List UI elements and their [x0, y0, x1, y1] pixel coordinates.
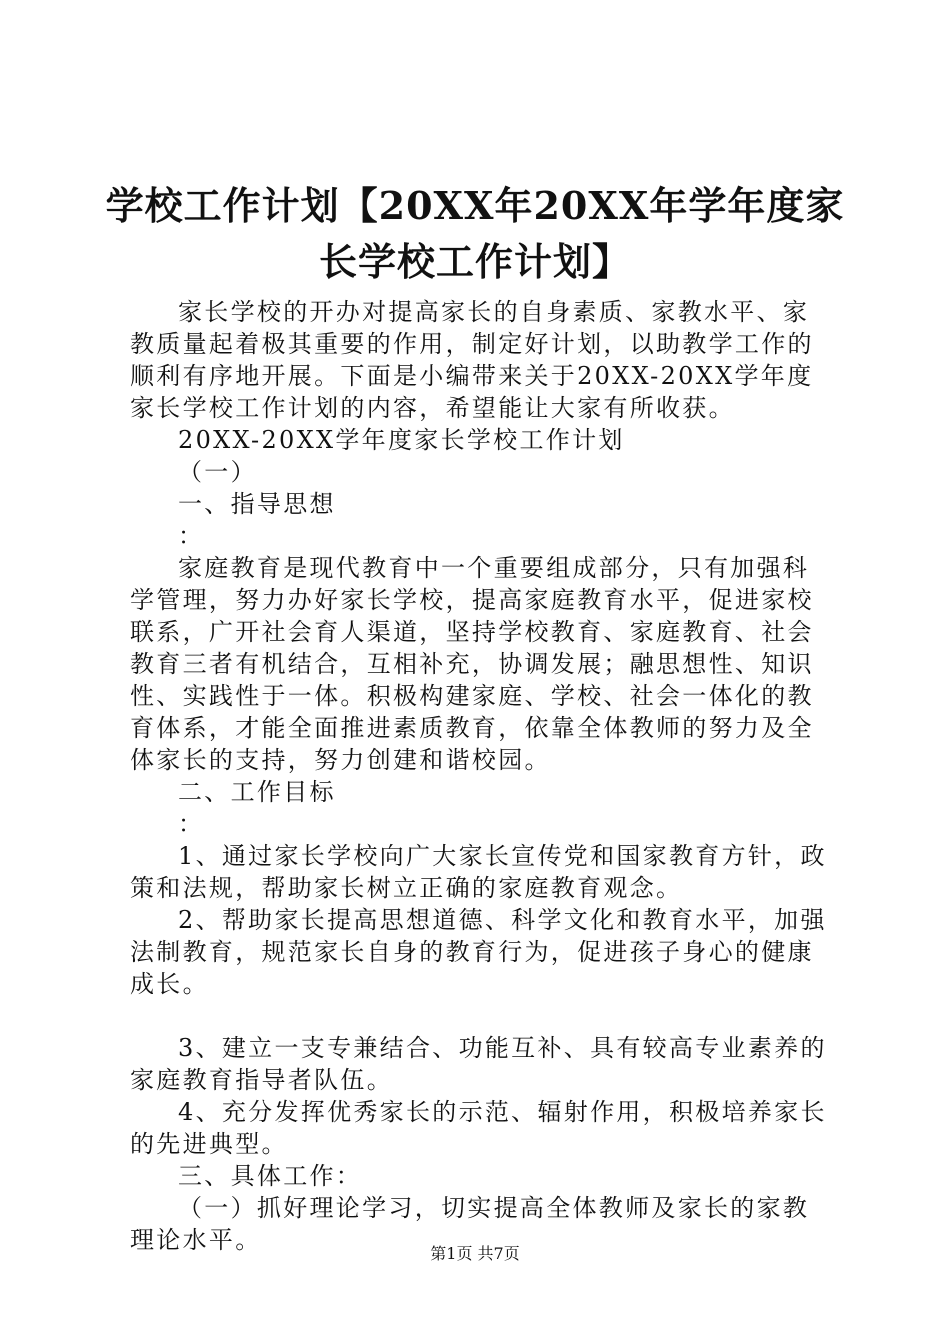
- page-footer: 第1页 共7页: [430, 1244, 520, 1263]
- list-item-goal-2: 2、帮助家长提高思想道德、科学文化和教育水平，加强法制教育，规范家长自身的教育行为，促进孩子身心的健康成长。: [130, 906, 827, 998]
- paragraph-intro: 家长学校的开办对提高家长的自身素质、家教水平、家教质量起着极其重要的作用，制定好计划，以助教学工作的顺利有序地开展。下面是小编带来关于20XX-20XX学年度家长学校工作计划的内容，希望能让大家有所收获。: [130, 298, 814, 422]
- list-item-goal-1: 1、通过家长学校向广大家长宣传党和国家教育方针，政策和法规，帮助家长树立正确的家庭教育观念。: [130, 842, 827, 902]
- paragraph-specific-work-1: （一）抓好理论学习，切实提高全体教师及家长的家教理论水平。: [130, 1194, 810, 1254]
- heading-colon: ：: [178, 810, 205, 838]
- paragraph-subtitle: 20XX-20XX学年度家长学校工作计划: [178, 426, 625, 454]
- heading-work-goals: 二、工作目标: [178, 778, 336, 806]
- heading-specific-work: 三、具体工作：: [178, 1162, 363, 1190]
- heading-colon: ：: [178, 522, 205, 550]
- document-title: 学校工作计划【20XX年20XX年学年度家长学校工作计划】: [105, 183, 845, 284]
- list-item-goal-4: 4、充分发挥优秀家长的示范、辐射作用，积极培养家长的先进典型。: [130, 1098, 827, 1158]
- paragraph-part-one: （一）: [178, 458, 257, 486]
- list-item-goal-3: 3、建立一支专兼结合、功能互补、具有较高专业素养的家庭教育指导者队伍。: [130, 1034, 827, 1094]
- heading-guiding-thought: 一、指导思想: [178, 490, 336, 518]
- paragraph-guiding-thought: 家庭教育是现代教育中一个重要组成部分，只有加强科学管理，努力办好家长学校，提高家庭教育水平，促进家校联系，广开社会育人渠道，坚持学校教育、家庭教育、社会教育三者有机结合，互相补充，协调发展；融思想性、知识性、实践性于一体。积极构建家庭、学校、社会一体化的教育体系，才能全面推进素质教育，依靠全体教师的努力及全体家长的支持，努力创建和谐校园。: [130, 554, 814, 774]
- document-body: [130, 296, 832, 1256]
